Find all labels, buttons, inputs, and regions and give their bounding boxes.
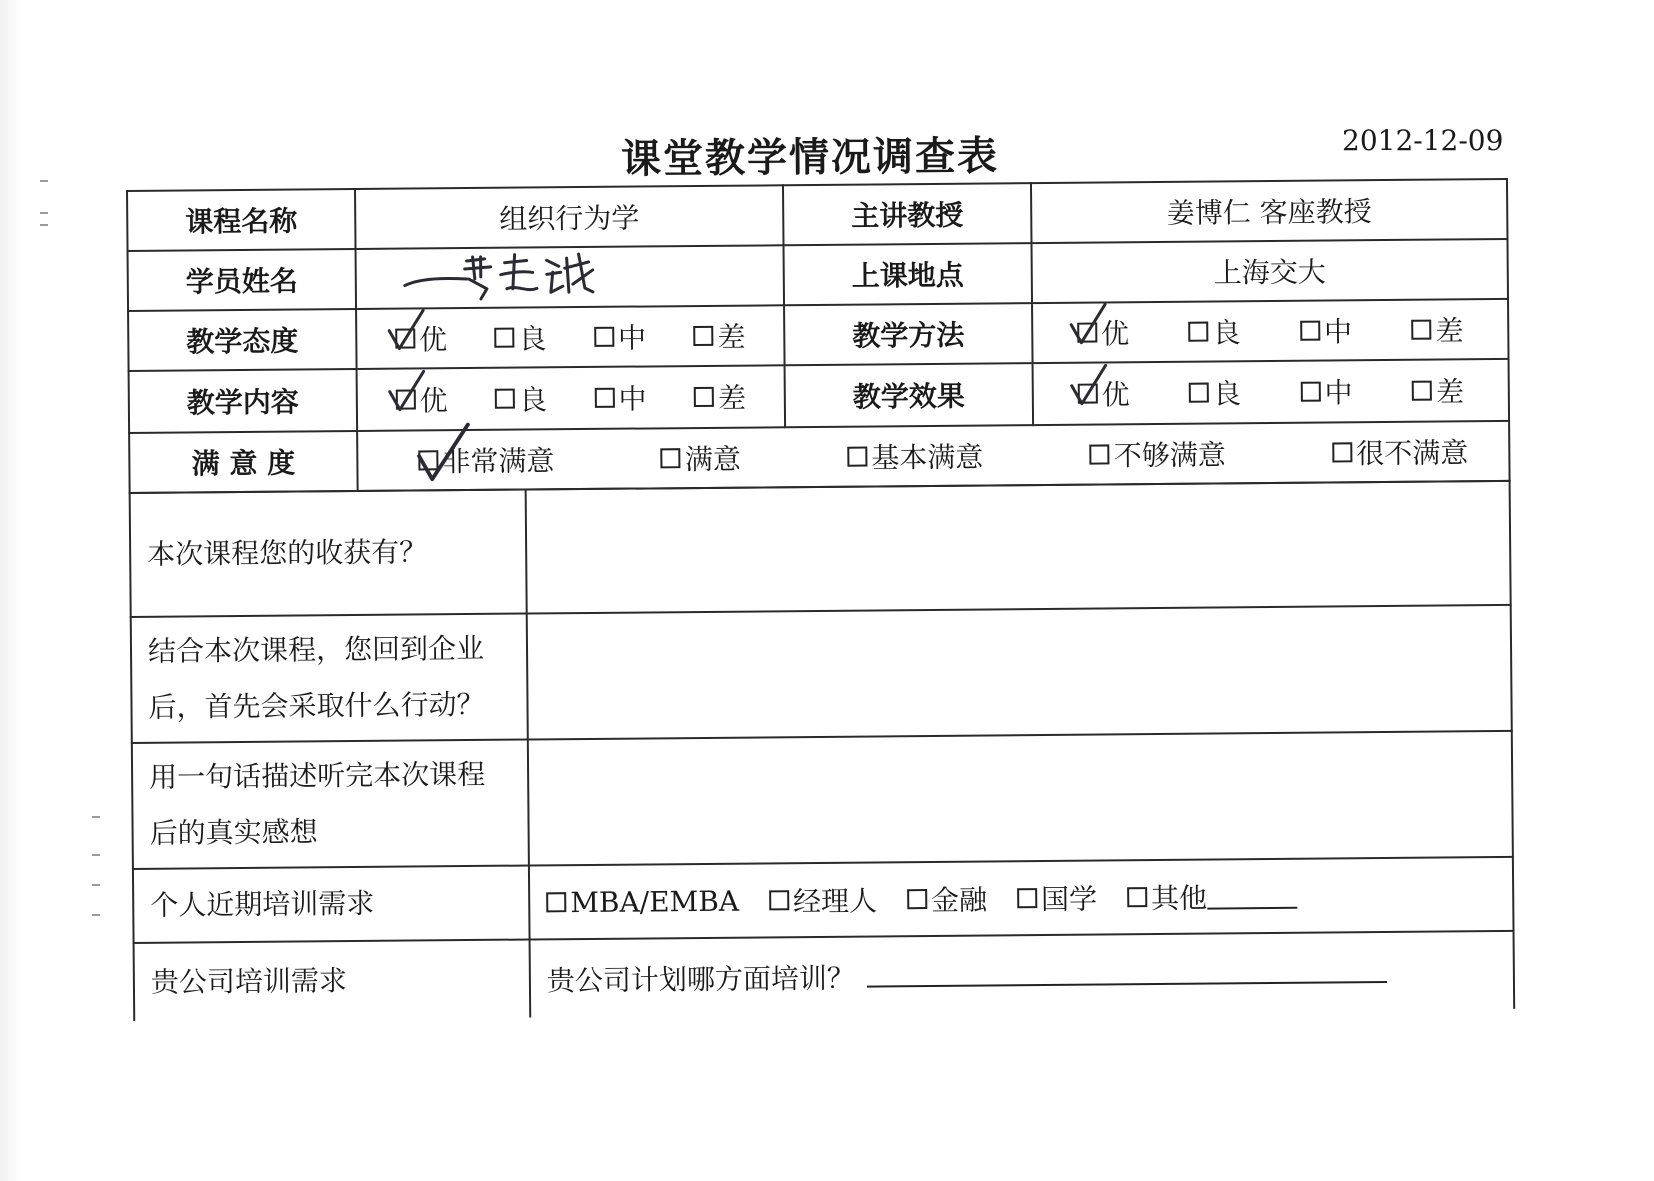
teaching-attitude-label: 教学态度 bbox=[128, 309, 357, 371]
teaching-effect-options bbox=[1033, 359, 1510, 425]
row-company-training bbox=[134, 931, 1515, 1021]
option-satisfied[interactable] bbox=[661, 438, 741, 479]
gains-question: 本次课程您的收获有？ bbox=[130, 490, 527, 617]
checkbox[interactable] bbox=[693, 326, 713, 346]
option-label: 差 bbox=[1435, 375, 1465, 409]
checkbox[interactable] bbox=[1127, 887, 1147, 907]
checkbox[interactable] bbox=[1017, 888, 1037, 908]
teaching-method-label: 教学方法 bbox=[784, 303, 1033, 365]
option-label: 国学 bbox=[1040, 882, 1098, 917]
option-excellent[interactable] bbox=[395, 379, 447, 419]
teaching-content-label: 教学内容 bbox=[129, 369, 358, 433]
action-question-line2: 后，首先会采取什么行动？ bbox=[148, 687, 485, 724]
option-label: 良 bbox=[1212, 316, 1241, 350]
feeling-question bbox=[132, 740, 529, 869]
option-label: 不够满意 bbox=[1113, 438, 1226, 473]
satisfaction-label: 满 意 度 bbox=[129, 431, 358, 493]
checkbox[interactable] bbox=[661, 448, 681, 468]
option-mba-emba[interactable] bbox=[546, 884, 739, 919]
gains-answer-area[interactable] bbox=[526, 481, 1511, 614]
option-label: 优 bbox=[1100, 317, 1130, 351]
option-label: 差 bbox=[1435, 314, 1464, 348]
checkbox[interactable] bbox=[1189, 383, 1209, 403]
option-label: 良 bbox=[518, 322, 547, 356]
option-label: 中 bbox=[1324, 376, 1353, 410]
personal-training-label: 个人近期培训需求 bbox=[133, 866, 530, 943]
option-excellent[interactable] bbox=[1077, 373, 1129, 413]
scan-mark bbox=[92, 914, 100, 916]
option-label: 基本满意 bbox=[871, 440, 984, 475]
scan-mark bbox=[40, 224, 48, 226]
location-label: 上课地点 bbox=[784, 243, 1033, 305]
question-table bbox=[129, 480, 1516, 1021]
option-label: 中 bbox=[617, 321, 647, 355]
personal-training-options bbox=[529, 857, 1514, 940]
option-finance[interactable] bbox=[907, 879, 987, 920]
option-average[interactable] bbox=[1300, 310, 1352, 350]
teaching-method-options bbox=[1032, 299, 1509, 363]
form-title: 课堂教学情况调查表 bbox=[620, 133, 1000, 183]
teaching-content-options bbox=[357, 365, 786, 431]
option-basically-satisfied[interactable] bbox=[847, 436, 983, 477]
student-name-cell bbox=[356, 245, 785, 309]
form-date: 2012-12-09 bbox=[1342, 124, 1504, 157]
handwritten-signature bbox=[397, 248, 626, 310]
student-name-label: 学员姓名 bbox=[128, 249, 357, 311]
action-question bbox=[131, 614, 528, 743]
option-excellent[interactable] bbox=[395, 318, 447, 358]
option-label: 很不满意 bbox=[1356, 436, 1469, 471]
checkbox[interactable] bbox=[907, 889, 927, 909]
teaching-attitude-options bbox=[356, 305, 785, 369]
option-label: 差 bbox=[717, 381, 747, 415]
checkbox-checked[interactable] bbox=[1077, 384, 1097, 404]
scan-mark bbox=[92, 884, 100, 886]
scan-mark bbox=[92, 816, 100, 818]
option-excellent[interactable] bbox=[1077, 312, 1129, 352]
option-good[interactable] bbox=[495, 378, 547, 418]
checkbox[interactable] bbox=[1300, 321, 1320, 341]
checkbox[interactable] bbox=[1300, 382, 1320, 402]
option-poor[interactable] bbox=[694, 377, 746, 417]
action-question-line1: 结合本次课程，您回到企业 bbox=[147, 631, 485, 668]
checkbox[interactable] bbox=[1188, 322, 1208, 342]
option-poor[interactable] bbox=[1412, 370, 1464, 410]
feeling-answer-area[interactable] bbox=[528, 731, 1513, 866]
course-name-value: 组织行为学 bbox=[355, 185, 784, 249]
scan-mark bbox=[92, 854, 100, 856]
checkbox[interactable] bbox=[694, 387, 714, 407]
company-training-prompt: 贵公司计划哪方面培训？ bbox=[546, 961, 856, 997]
option-label: 优 bbox=[1101, 378, 1130, 412]
option-label: 中 bbox=[618, 382, 647, 416]
option-manager[interactable] bbox=[769, 879, 877, 920]
option-label: 差 bbox=[717, 320, 746, 354]
option-average[interactable] bbox=[594, 316, 646, 356]
checkbox[interactable] bbox=[847, 447, 867, 467]
option-label: 优 bbox=[419, 384, 448, 418]
checkbox[interactable] bbox=[594, 388, 614, 408]
company-training-label: 贵公司培训需求 bbox=[134, 940, 531, 1021]
option-label: MBA/EMBA bbox=[570, 884, 740, 919]
checkbox[interactable] bbox=[1090, 444, 1110, 464]
option-guoxue[interactable] bbox=[1017, 878, 1097, 919]
feeling-question-line1: 用一句话描述听完本次课程 bbox=[148, 757, 486, 794]
option-good[interactable] bbox=[1188, 311, 1240, 351]
option-label: 中 bbox=[1323, 315, 1353, 349]
scan-edge bbox=[0, 0, 22, 1181]
option-very-satisfied[interactable] bbox=[418, 439, 554, 480]
course-name-label: 课程名称 bbox=[127, 189, 356, 251]
action-answer-area[interactable] bbox=[527, 605, 1512, 740]
option-average[interactable] bbox=[1300, 371, 1352, 411]
scan-mark bbox=[40, 212, 48, 214]
lecturer-label: 主讲教授 bbox=[783, 183, 1032, 245]
checkbox[interactable] bbox=[1332, 442, 1352, 462]
location-value: 上海交大 bbox=[1031, 239, 1508, 303]
row-feeling bbox=[132, 731, 1513, 869]
checkbox[interactable] bbox=[494, 328, 514, 348]
checkbox-checked[interactable] bbox=[1077, 323, 1097, 343]
survey-form bbox=[126, 178, 1513, 1021]
option-poor[interactable] bbox=[693, 316, 745, 356]
teaching-effect-label: 教学效果 bbox=[785, 363, 1034, 427]
option-poor[interactable] bbox=[1411, 309, 1463, 349]
option-label: 优 bbox=[418, 323, 448, 357]
scan-mark bbox=[40, 180, 48, 182]
option-other[interactable] bbox=[1127, 876, 1297, 917]
checkbox[interactable] bbox=[495, 389, 515, 409]
option-not-satisfied[interactable] bbox=[1090, 433, 1226, 474]
option-label: 良 bbox=[1212, 377, 1242, 411]
checkbox[interactable] bbox=[546, 892, 566, 912]
feeling-question-line2: 后的真实感想 bbox=[149, 815, 318, 850]
row-personal-training bbox=[133, 857, 1514, 943]
company-training-cell bbox=[530, 931, 1515, 1018]
checkbox-checked[interactable] bbox=[418, 450, 438, 470]
checkbox[interactable] bbox=[594, 327, 614, 347]
company-training-fill-line[interactable] bbox=[867, 955, 1387, 988]
option-average[interactable] bbox=[594, 377, 646, 417]
option-very-unsatisfied[interactable] bbox=[1332, 431, 1468, 472]
checkbox-checked[interactable] bbox=[395, 328, 415, 348]
other-fill-line[interactable] bbox=[1207, 883, 1297, 910]
option-good[interactable] bbox=[494, 317, 546, 357]
option-label: 其他 bbox=[1150, 881, 1208, 916]
option-label: 满意 bbox=[684, 442, 742, 477]
option-label: 经理人 bbox=[792, 884, 878, 919]
option-good[interactable] bbox=[1189, 372, 1241, 412]
lecturer-value: 姜博仁 客座教授 bbox=[1031, 179, 1508, 243]
checkbox[interactable] bbox=[1412, 381, 1432, 401]
row-gains bbox=[130, 481, 1511, 617]
checkbox[interactable] bbox=[1411, 320, 1431, 340]
checkbox[interactable] bbox=[769, 890, 789, 910]
row-action bbox=[131, 605, 1512, 743]
option-label: 金融 bbox=[930, 883, 988, 918]
option-label: 良 bbox=[518, 383, 548, 417]
option-label: 非常满意 bbox=[442, 444, 555, 479]
checkbox-checked[interactable] bbox=[395, 389, 415, 409]
survey-table bbox=[126, 178, 1511, 494]
